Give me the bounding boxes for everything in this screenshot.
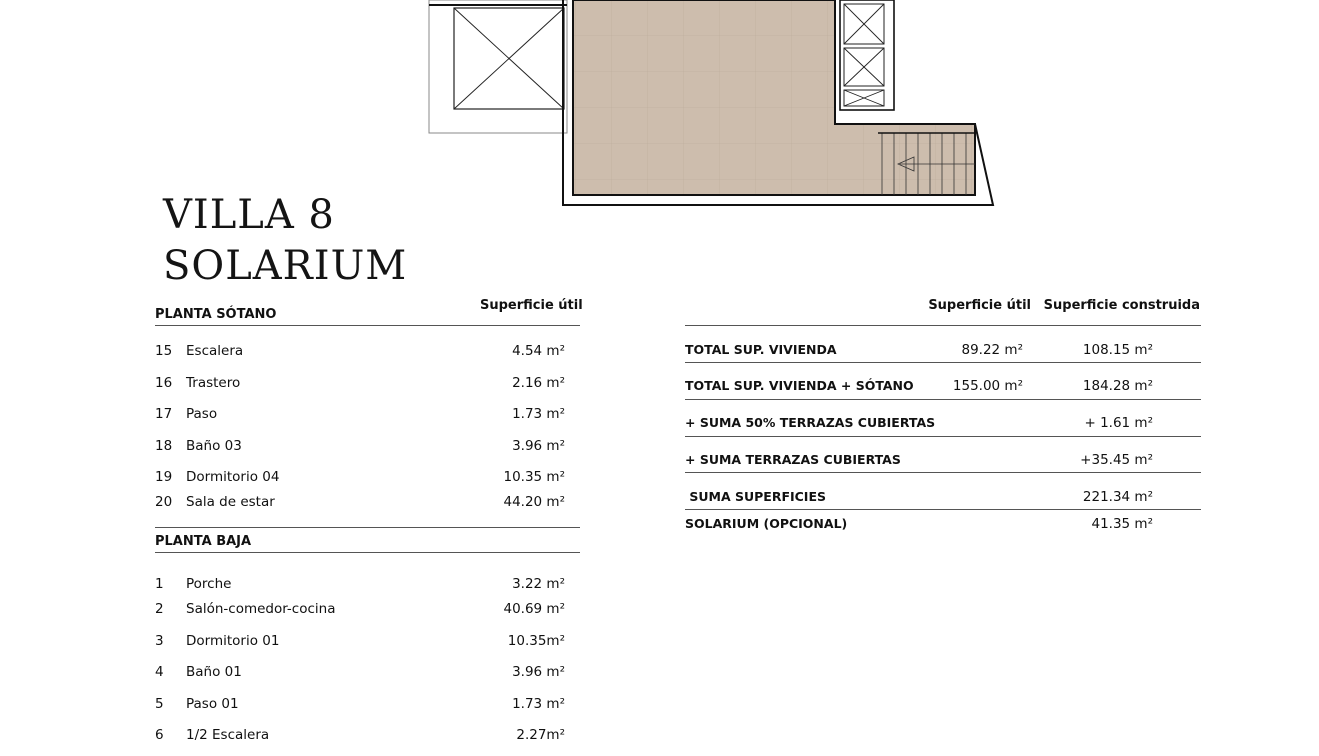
room-number: 4	[155, 664, 164, 680]
room-number: 2	[155, 601, 164, 617]
totals-label: + SUMA 50% TERRAZAS CUBIERTAS	[685, 415, 936, 430]
room-area: 3.96 m²	[512, 438, 565, 454]
room-name: Dormitorio 01	[186, 633, 280, 649]
room-name: Porche	[186, 576, 232, 592]
room-name: Salón-comedor-cocina	[186, 601, 336, 617]
divider	[685, 362, 1201, 363]
room-area: 4.54 m²	[512, 343, 565, 359]
divider	[685, 399, 1201, 400]
room-number: 15	[155, 343, 173, 359]
room-number: 20	[155, 494, 173, 510]
room-name: Trastero	[186, 375, 241, 391]
room-name: Dormitorio 04	[186, 469, 280, 485]
divider	[155, 552, 580, 553]
room-number: 1	[155, 576, 164, 592]
room-name: Sala de estar	[186, 494, 275, 510]
totals-built-value: 184.28 m²	[1082, 378, 1153, 394]
totals-label: TOTAL SUP. VIVIENDA	[685, 342, 837, 357]
plan-shaft	[840, 0, 894, 110]
totals-useful-value: 89.22 m²	[961, 342, 1023, 358]
divider	[685, 325, 1201, 326]
room-number: 17	[155, 406, 173, 422]
divider	[155, 325, 580, 326]
divider	[685, 472, 1201, 473]
room-name: 1/2 Escalera	[186, 727, 270, 743]
plan-solarium-floor	[573, 0, 975, 195]
totals-built-value: + 1.61 m²	[1084, 415, 1153, 431]
divider	[155, 527, 580, 528]
room-area: 44.20 m²	[503, 494, 565, 510]
totals-label: TOTAL SUP. VIVIENDA + SÓTANO	[685, 378, 914, 393]
totals-built-value: 108.15 m²	[1082, 342, 1153, 358]
room-number: 3	[155, 633, 164, 649]
room-area: 3.96 m²	[512, 664, 565, 680]
room-area: 2.16 m²	[512, 375, 565, 391]
column-header-useful-area: Superficie útil	[480, 298, 583, 313]
plan-void-outline	[429, 0, 567, 133]
room-area: 2.27m²	[516, 727, 565, 743]
section-heading-basement: PLANTA SÓTANO	[155, 307, 277, 322]
title-villa: VILLA 8	[163, 192, 335, 238]
room-number: 18	[155, 438, 173, 454]
room-name: Paso 01	[186, 696, 239, 712]
room-area: 1.73 m²	[512, 406, 565, 422]
room-name: Baño 03	[186, 438, 242, 454]
room-area: 1.73 m²	[512, 696, 565, 712]
room-area: 10.35m²	[507, 633, 565, 649]
room-name: Paso	[186, 406, 218, 422]
section-heading-ground-floor: PLANTA BAJA	[155, 534, 252, 549]
column-header-built-area: Superficie construida	[1043, 298, 1200, 313]
totals-built-value: 41.35 m²	[1091, 516, 1153, 532]
divider	[685, 509, 1201, 510]
totals-label: SUMA SUPERFICIES	[685, 489, 827, 504]
title-solarium: SOLARIUM	[163, 243, 408, 289]
room-number: 6	[155, 727, 164, 743]
room-number: 5	[155, 696, 164, 712]
totals-built-value: 221.34 m²	[1082, 489, 1153, 505]
room-name: Baño 01	[186, 664, 242, 680]
divider	[685, 436, 1201, 437]
room-name: Escalera	[186, 343, 244, 359]
floor-plan-drawing	[0, 0, 1319, 215]
column-header-useful-area: Superficie útil	[928, 298, 1031, 313]
totals-label: + SUMA TERRAZAS CUBIERTAS	[685, 452, 901, 467]
totals-useful-value: 155.00 m²	[952, 378, 1023, 394]
room-area: 3.22 m²	[512, 576, 565, 592]
room-area: 40.69 m²	[503, 601, 565, 617]
room-area: 10.35 m²	[503, 469, 565, 485]
room-number: 16	[155, 375, 173, 391]
room-number: 19	[155, 469, 173, 485]
totals-built-value: +35.45 m²	[1080, 452, 1153, 468]
totals-label: SOLARIUM (OPCIONAL)	[685, 516, 848, 531]
